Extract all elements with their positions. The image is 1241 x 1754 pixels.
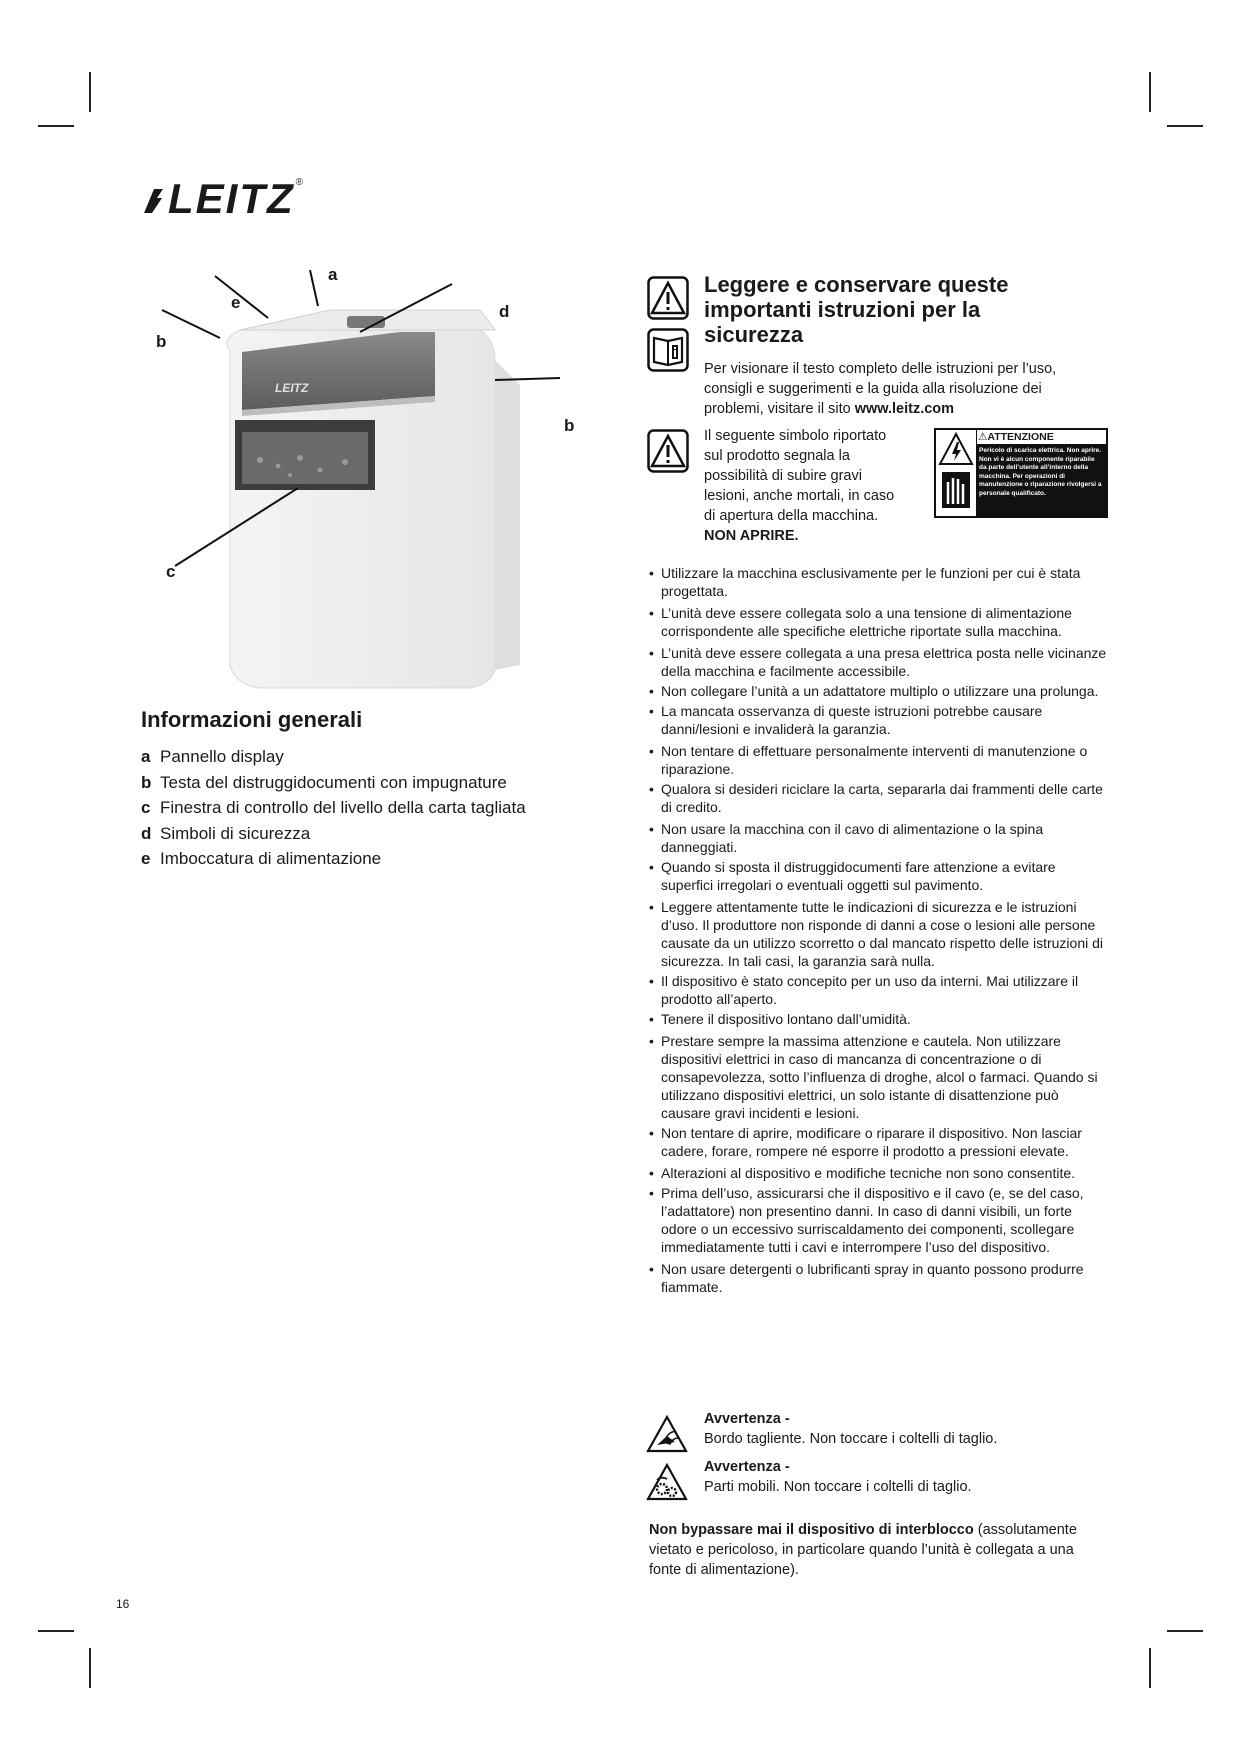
warning-title: Avvertenza - — [704, 1459, 790, 1475]
crop-mark — [1167, 1630, 1203, 1632]
list-item: • Tenere il dispositivo lontano dall’umidità. — [649, 1010, 1109, 1028]
list-item: • Prima dell’uso, assicurarsi che il dispositivo e il cavo (e, se del caso, l’adattatore) non presentino danni. In caso di danni visibili, un forte odore o un eccessivo surriscaldamento dei componenti, scollegare immediatamente tutti i cavi e interrompere l’uso del dispositivo. — [649, 1184, 1109, 1256]
list-item: d Simboli di sicurezza — [141, 823, 311, 843]
safety-bullet-list — [649, 564, 1109, 1296]
warning-text: Bordo tagliente. Non toccare i coltelli di taglio. — [704, 1431, 998, 1447]
brand-logo: LEITZ® — [140, 175, 305, 223]
device-logo: LEITZ — [275, 381, 309, 395]
list-item: c Finestra di controllo del livello della carta tagliata — [141, 798, 526, 817]
symbol-explanation: Il seguente simbolo riportato sul prodotto segnala la possibilità di subire gravi lesioni, anche mortali, in caso di apertura della macchina. NON APRIRE. — [704, 428, 895, 544]
crop-mark — [89, 72, 91, 112]
interlock-notice: Non bypassare mai il dispositivo di interblocco (assolutamente vietato e pericoloso, in particolare quando l’unità è collegata a una fonte di alimentazione). — [649, 1522, 1077, 1578]
warning-triangle-icon — [647, 276, 689, 320]
warning-title: Avvertenza - — [704, 1411, 790, 1427]
list-item: • Alterazioni al dispositivo e modifiche tecniche non sono consentite. — [649, 1164, 1109, 1182]
list-item: • Non usare detergenti o lubrificanti spray in quanto possono produrre fiammate. — [649, 1260, 1109, 1296]
callout-a: a — [328, 265, 338, 284]
list-item: • Non tentare di aprire, modificare o riparare il dispositivo. Non lasciar cadere, forare, rompere né esporre il prodotto a pressioni elevate. — [649, 1124, 1109, 1160]
leitz-logo-icon — [140, 186, 166, 216]
list-item: • Quando si sposta il distruggidocumenti fare attenzione a evitare superfici irregolari o eventuali oggetti sul pavimento. — [649, 858, 1109, 894]
shredder-illustration — [150, 270, 590, 700]
list-item: a Pannello display — [141, 747, 284, 766]
callout-b-left: b — [156, 332, 167, 351]
page-number: 16 — [116, 1597, 130, 1611]
electric-hazard-icon — [936, 430, 976, 516]
callout-d: d — [499, 302, 510, 321]
manual-icon — [647, 328, 689, 372]
crop-mark — [38, 125, 74, 127]
intro-paragraph: Per visionare il testo completo delle istruzioni per l’uso, consigli e suggerimenti e la guida alla risoluzione dei problemi, visitare il sito www.leitz.com — [704, 361, 1057, 417]
warning-triangle-icon — [647, 429, 689, 473]
list-item: • Utilizzare la macchina esclusivamente per le funzioni per cui è stata progettata. — [649, 564, 1109, 600]
crop-mark — [38, 1630, 74, 1632]
list-item: • L’unità deve essere collegata a una presa elettrica posta nelle vicinanze della macchina e facilmente accessibile. — [649, 644, 1109, 680]
crop-mark — [1167, 125, 1203, 127]
general-info-title: Informazioni generali — [141, 707, 363, 732]
warning-text: Parti mobili. Non toccare i coltelli di taglio. — [704, 1479, 972, 1495]
label-heading: ⚠︎ATTENZIONE — [976, 430, 1106, 445]
list-item: • Qualora si desideri riciclare la carta, separarla dai frammenti delle carte di credito. — [649, 780, 1109, 816]
crop-mark — [89, 1648, 91, 1688]
website-link: www.leitz.com — [854, 401, 955, 417]
safety-title: Leggere e conservare queste importanti istruzioni per la sicurezza — [704, 272, 1009, 347]
list-item: • Non tentare di effettuare personalmente interventi di manutenzione o riparazione. — [649, 742, 1109, 778]
list-item: b Testa del distruggidocumenti con impugnature — [141, 772, 507, 792]
product-figure — [150, 265, 590, 700]
moving-parts-icon — [645, 1462, 689, 1502]
label-body: Pericolo di scarica elettrica. Non aprire. Non vi è alcun componente riparabile da parte dell’utente all’interno della macchina. Per operazioni di manutenzione o riparazione rivolgersi a personale qualificato. — [976, 445, 1106, 516]
callout-b-right: b — [564, 416, 575, 435]
sharp-edge-icon — [645, 1414, 689, 1454]
list-item: • Non usare la macchina con il cavo di alimentazione o la spina danneggiati. — [649, 820, 1109, 856]
list-item: • Non collegare l’unità a un adattatore multiplo o utilizzare una prolunga. — [649, 682, 1109, 700]
callout-c: c — [166, 562, 176, 581]
callout-e: e — [231, 293, 241, 312]
list-item: • L’unità deve essere collegata solo a una tensione di alimentazione corrispondente alle specifiche elettriche riportate sulla macchina. — [649, 604, 1109, 640]
crop-mark — [1149, 1648, 1151, 1688]
list-item: e Imboccatura di alimentazione — [141, 849, 382, 868]
parts-list — [141, 744, 526, 872]
list-item: • Leggere attentamente tutte le indicazioni di sicurezza e le istruzioni d’uso. Il produttore non risponde di danni a cose o lesioni alle persone causate da un utilizzo scorretto o dal mancato rispetto delle istruzioni di sicurezza. In tali casi, la garanzia sarà nulla. — [649, 898, 1109, 970]
warning-label — [934, 428, 1108, 518]
list-item: • Prestare sempre la massima attenzione e cautela. Non utilizzare dispositivi elettrici in caso di mancanza di concentrazione o di consapevolezza, sotto l’influenza di droghe, alcol o farmaci. Quando si utilizzano dispositivi elettrici, un solo istante di disattenzione può causare gravi incidenti e lesioni. — [649, 1032, 1109, 1122]
list-item: • La mancata osservanza di queste istruzioni potrebbe causare danni/lesioni e invaliderà la garanzia. — [649, 702, 1109, 738]
list-item: • Il dispositivo è stato concepito per un uso da interni. Mai utilizzare il prodotto all’aperto. — [649, 972, 1109, 1008]
crop-mark — [1149, 72, 1151, 112]
